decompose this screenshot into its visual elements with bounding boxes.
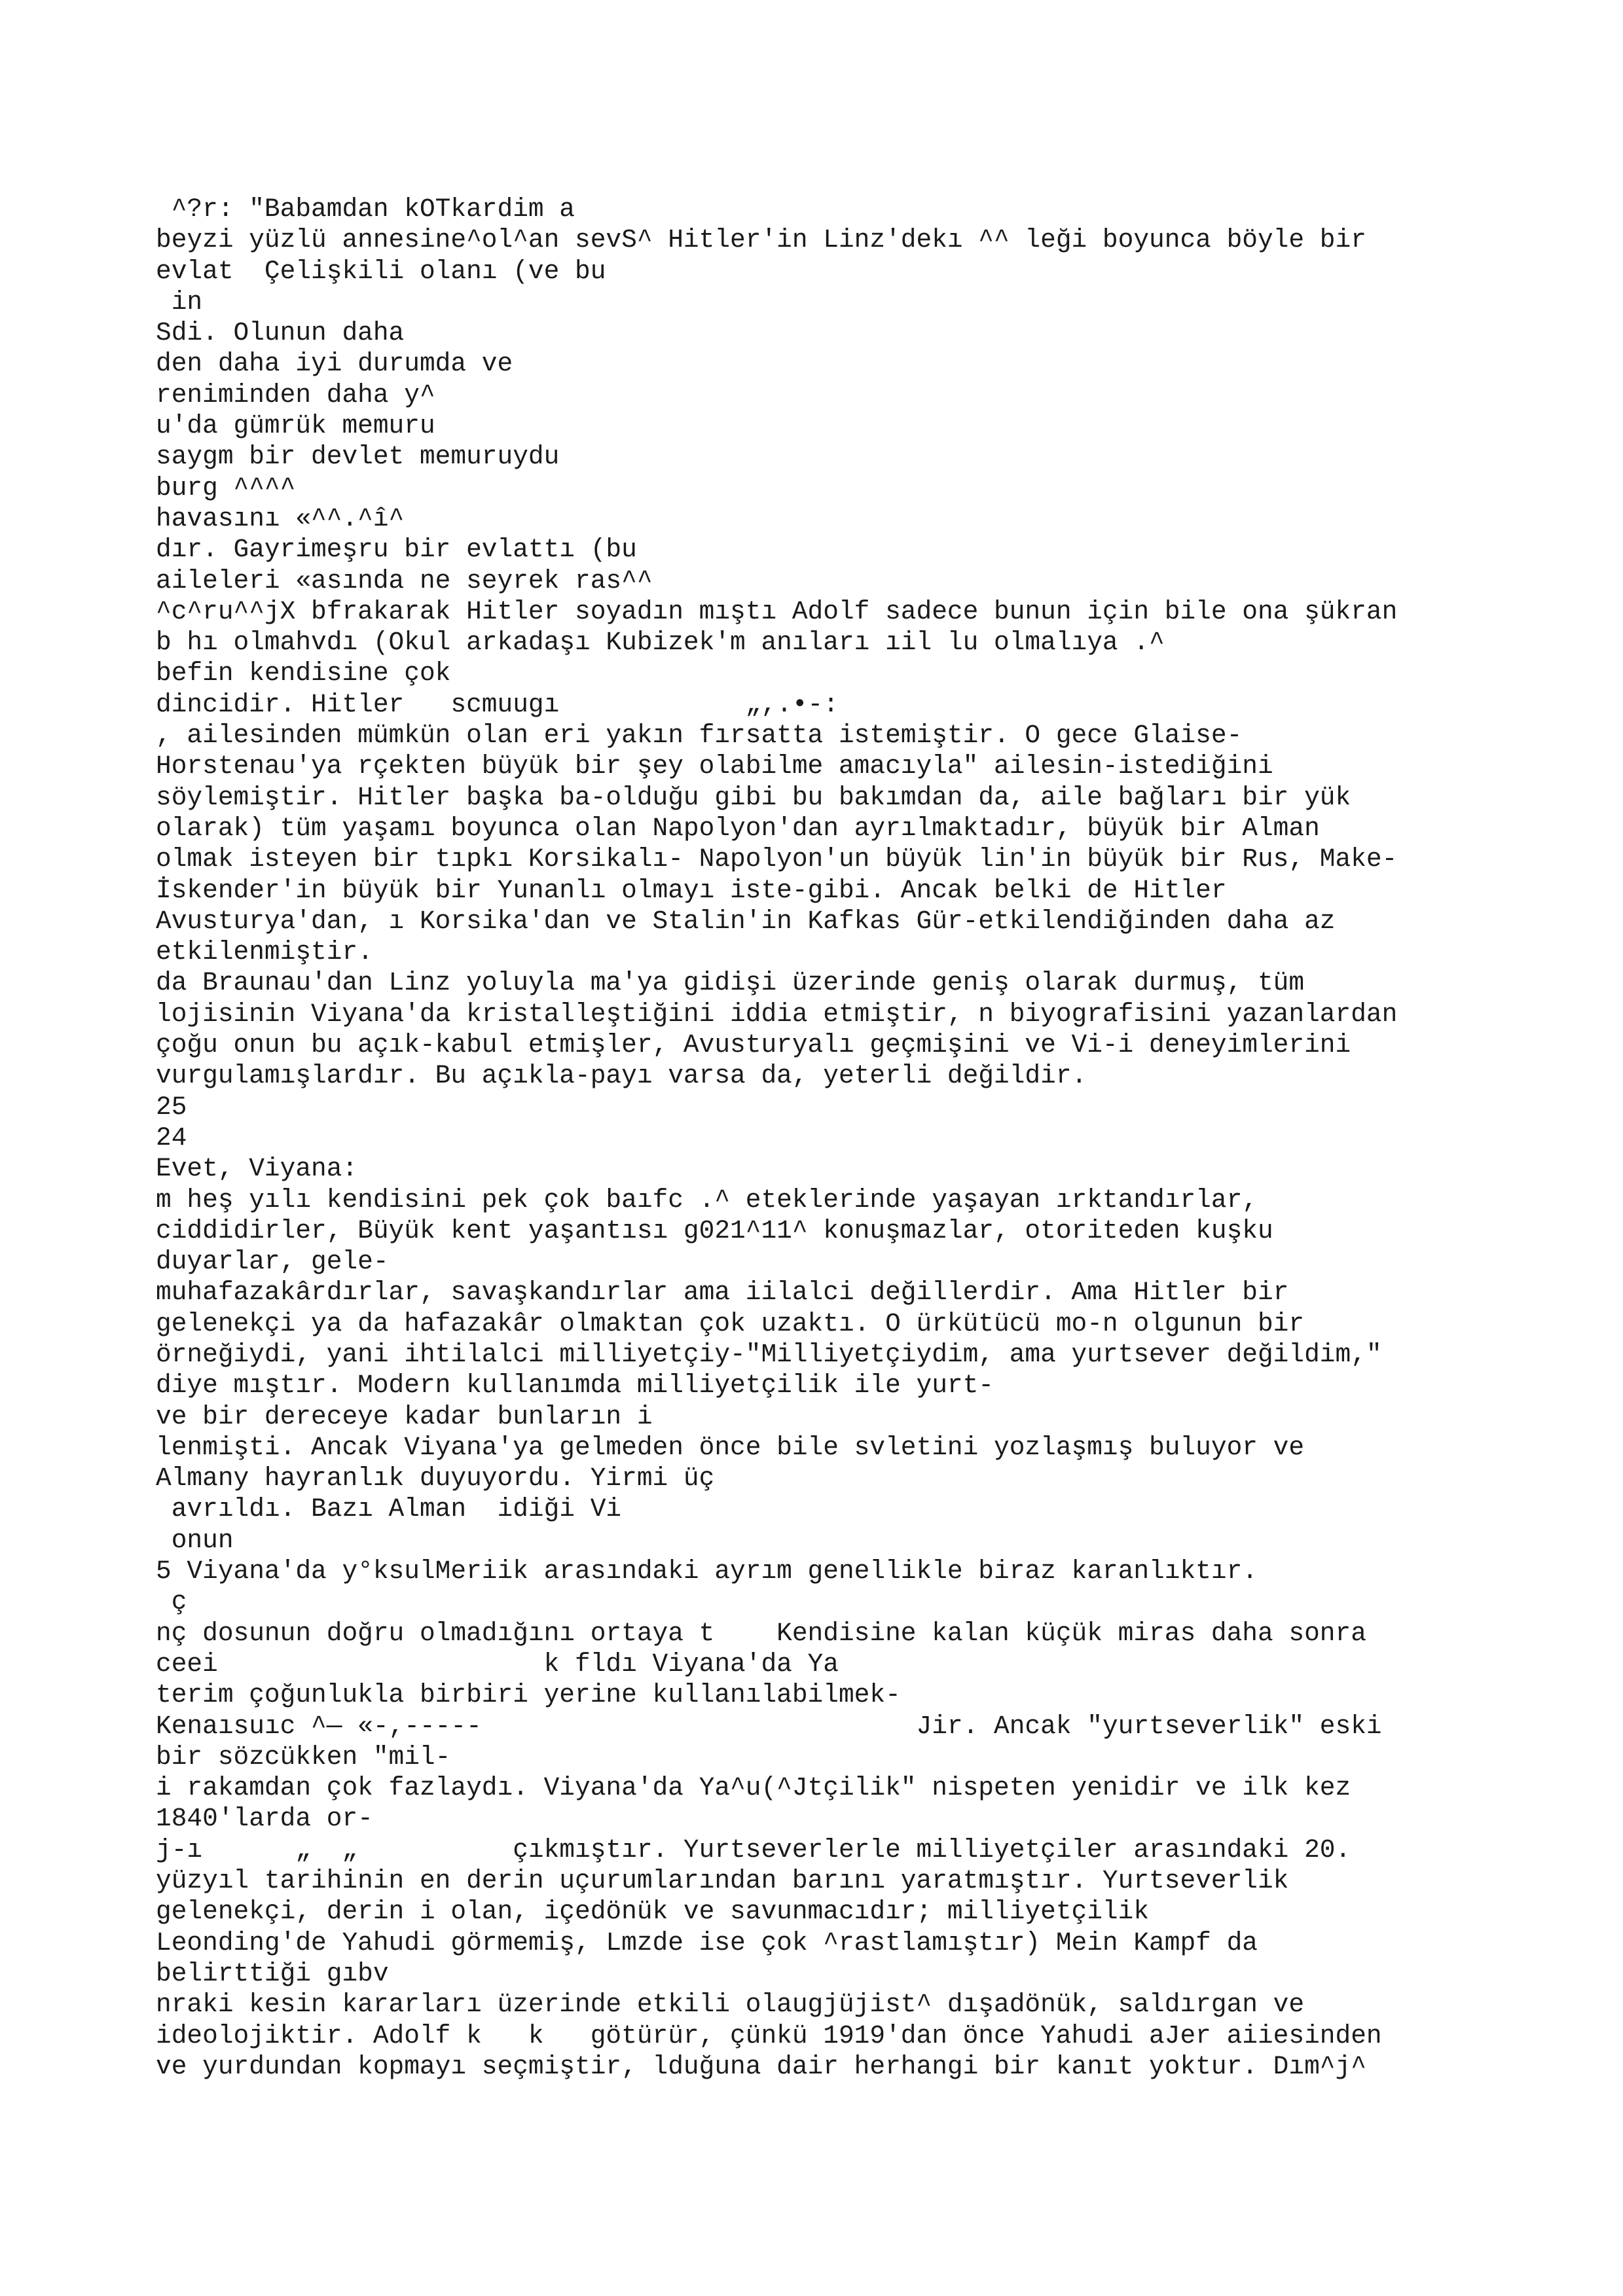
ocr-text-block: [156, 194, 1583, 2082]
text-line: lenmişti. Ancak Viyana'ya gelmeden önce bile svletini yozlaşmış buluyor ve: [156, 1432, 1305, 1462]
text-line: 1840'larda or-: [156, 1804, 373, 1834]
text-line: çoğu onun bu açık-kabul etmişler, Avusturyalı geçmişini ve Vi-i deneyimlerini: [156, 1030, 1351, 1060]
text-line: Almany hayranlık duyuyordu. Yirmi üç: [156, 1463, 715, 1494]
text-line: muhafazakârdırlar, savaşkandırlar ama iilalci değillerdir. Ama Hitler bir: [156, 1278, 1289, 1308]
text-line: diye mıştır. Modern kullanımda milliyetçilik ile yurt-: [156, 1371, 994, 1401]
text-line: vurgulamışlardır. Bu açıkla-payı varsa da, yeterli değildir.: [156, 1061, 1087, 1091]
text-line: gelenekçi ya da hafazakâr olmaktan çok uzaktı. O ürkütücü mo-n olgunun bir: [156, 1308, 1305, 1338]
text-line: ve yurdundan kopmayı seçmiştir, lduğuna dair herhangi bir kanıt yoktur. Dım^j^: [156, 2051, 1366, 2081]
text-line: dır. Gayrimeşru bir evlattı (bu: [156, 535, 637, 565]
text-line: Evet, Viyana:: [156, 1154, 358, 1184]
text-line: avrıldı. Bazı Alman idiği Vi: [156, 1494, 622, 1524]
text-line: yüzyıl tarihinin en derin uçurumlarından barını yaratmıştır. Yurtseverlik: [156, 1866, 1289, 1896]
text-line: 24: [156, 1122, 187, 1153]
text-line: burg ^^^^: [156, 473, 296, 503]
text-line: gelenekçi, derin i olan, içedönük ve savunmacıdır; milliyetçilik: [156, 1897, 1150, 1927]
text-line: terim çoğunlukla birbiri yerine kullanılabilmek-: [156, 1680, 901, 1710]
text-line: m heş yılı kendisini pek çok baıfc .^ eteklerinde yaşayan ırktandırlar,: [156, 1185, 1258, 1215]
text-line: j-ı „ „ çıkmıştır. Yurtseverlerle milliyetçiler arasındaki 20.: [156, 1835, 1351, 1865]
text-line: dincidir. Hitler scmuugı „,.•-:: [156, 689, 839, 719]
text-line: , ailesinden mümkün olan eri yakın fırsatta istemiştir. O gece Glaise-: [156, 721, 1243, 751]
text-line: ^?r: "Babamdan kOTkardim a: [156, 194, 575, 224]
text-line: Horstenau'ya rçekten büyük bir şey olabilme amacıyla" ailesin-istediğini: [156, 751, 1273, 781]
text-line: Kenaısuıc ^— «-,----- Jir. Ancak "yurtseverlik" eski: [156, 1711, 1382, 1741]
text-line: ç: [156, 1587, 187, 1617]
text-line: etkilenmiştir.: [156, 937, 373, 967]
text-line: in: [156, 287, 203, 317]
text-line: nç dosunun doğru olmadığını ortaya t Kendisine kalan küçük miras daha sonra: [156, 1618, 1366, 1648]
text-line: saygm bir devlet memuruydu: [156, 442, 560, 472]
text-line: Leonding'de Yahudi görmemiş, Lmzde ise çok ^rastlamıştır) Mein Kampf da: [156, 1928, 1258, 1958]
text-line: örneğiydi, yani ihtilalci milliyetçiy-"Milliyetçiydim, ama yurtsever değildim,": [156, 1339, 1382, 1369]
text-line: bir sözcükken "mil-: [156, 1742, 451, 1772]
text-line: befin kendisine çok: [156, 658, 451, 689]
text-line: ^c^ru^^jX bfrakarak Hitler soyadın mıştı Adolf sadece bunun için bile ona şükran: [156, 596, 1398, 626]
text-line: u'da gümrük memuru: [156, 411, 435, 441]
text-line: nraki kesin kararları üzerinde etkili olaugjüjist^ dışadönük, saldırgan ve: [156, 1990, 1305, 2020]
text-line: Avusturya'dan, ı Korsika'dan ve Stalin'in Kafkas Gür-etkilendiğinden daha az: [156, 906, 1336, 936]
text-line: beyzi yüzlü annesine^ol^an sevS^ Hitler'in Linz'dekı ^^ leği boyunca böyle bir: [156, 225, 1366, 255]
text-line: belirttiği gıbv: [156, 1958, 389, 1988]
text-line: ideolojiktir. Adolf k k götürür, çünkü 1919'dan önce Yahudi aJer aiiesinden: [156, 2020, 1382, 2051]
text-line: olmak isteyen bir tıpkı Korsikalı- Napolyon'un büyük lin'in büyük bir Rus, Make-: [156, 844, 1398, 874]
text-line: söylemiştir. Hitler başka ba-olduğu gibi bu bakımdan da, aile bağları bir yük: [156, 782, 1351, 812]
text-line: ve bir dereceye kadar bunların i: [156, 1401, 653, 1431]
text-line: evlat Çelişkili olanı (ve bu: [156, 256, 606, 286]
text-line: lojisinin Viyana'da kristalleştiğini iddia etmiştir, n biyografisini yazanlardan: [156, 999, 1398, 1029]
text-line: havasını «^^.^î^: [156, 503, 405, 533]
text-line: duyarlar, gele-: [156, 1247, 389, 1277]
text-line: onun: [156, 1525, 234, 1555]
text-line: den daha iyi durumda ve: [156, 349, 513, 379]
text-line: 25: [156, 1092, 187, 1122]
text-line: Sdi. Olunun daha: [156, 318, 405, 348]
text-line: İskender'in büyük bir Yunanlı olmayı iste-gibi. Ancak belki de Hitler: [156, 875, 1227, 905]
text-line: 5 Viyana'da y°ksulMeriik arasındaki ayrım genellikle biraz karanlıktır.: [156, 1556, 1258, 1587]
text-line: da Braunau'dan Linz yoluyla ma'ya gidişi üzerinde geniş olarak durmuş, tüm: [156, 968, 1305, 998]
text-line: olarak) tüm yaşamı boyunca olan Napolyon'dan ayrılmaktadır, büyük bir Alman: [156, 813, 1320, 843]
text-line: ceei k fldı Viyana'da Ya: [156, 1649, 839, 1679]
text-line: b hı olmahvdı (Okul arkadaşı Kubizek'm anıları ıil lu olmalıya .^: [156, 628, 1165, 658]
text-line: aileleri «asında ne seyrek ras^^: [156, 565, 653, 596]
text-line: ciddidirler, Büyük kent yaşantısı g021^11^ konuşmazlar, otoriteden kuşku: [156, 1215, 1273, 1246]
text-line: i rakamdan çok fazlaydı. Viyana'da Ya^u(^Jtçilik" nispeten yenidir ve ilk kez: [156, 1773, 1351, 1803]
text-line: reniminden daha y^: [156, 380, 435, 410]
